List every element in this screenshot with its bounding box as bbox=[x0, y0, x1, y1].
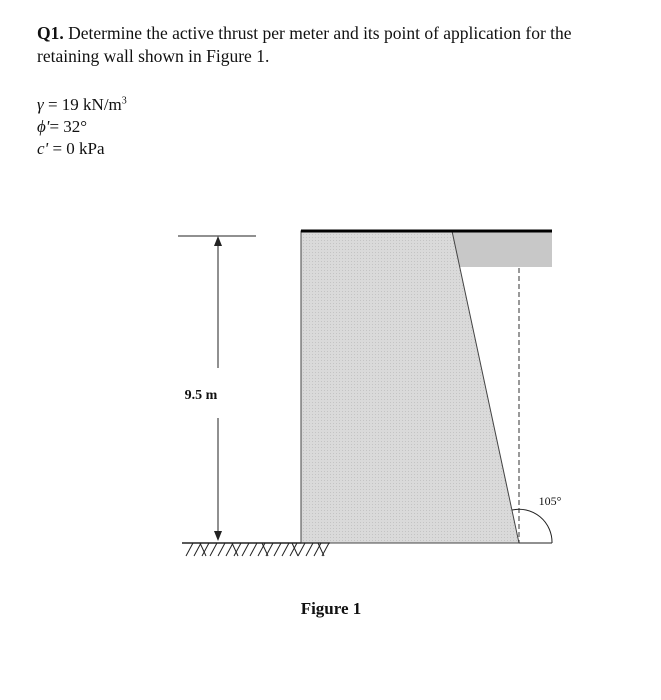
wall-height-label: 9.5 m bbox=[184, 388, 218, 403]
gamma-value: = 19 kN/m bbox=[43, 95, 122, 114]
angle-label: 105° bbox=[538, 494, 562, 508]
cohesion-symbol: c' bbox=[37, 139, 49, 158]
question-number: Q1. bbox=[37, 23, 64, 43]
phi-symbol: ϕ' bbox=[37, 117, 50, 136]
backfill-surcharge-block bbox=[452, 231, 552, 267]
question-body: Determine the active thrust per meter and its point of application for the retaining wall shown in Figure 1. bbox=[37, 23, 572, 66]
cohesion-value: = 0 kPa bbox=[48, 139, 105, 158]
gamma-symbol: γ bbox=[37, 95, 44, 114]
ground-hatching bbox=[186, 543, 329, 556]
phi-value: = 32° bbox=[49, 117, 88, 136]
retaining-wall-body bbox=[301, 231, 519, 543]
figure-caption: Figure 1 bbox=[300, 599, 362, 618]
dimension-arrow-top bbox=[214, 236, 222, 246]
gamma-unit-exponent: 3 bbox=[121, 95, 127, 107]
dimension-arrow-bottom bbox=[214, 531, 222, 541]
